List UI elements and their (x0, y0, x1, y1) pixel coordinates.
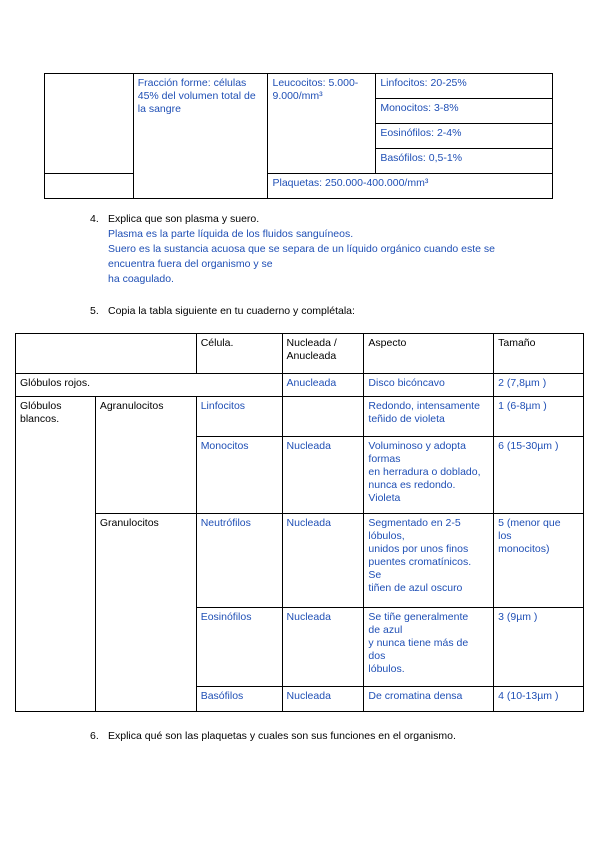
header-nucleated: Nucleada / Anucleada (282, 334, 364, 374)
question-5-number: 5. (90, 305, 99, 317)
table-row-aspect: Voluminoso y adopta formas en herradura o doblado, nunca es redondo. Violeta (364, 437, 494, 514)
table-row-nucleated (282, 397, 364, 437)
header-size: Tamaño (494, 334, 584, 374)
question-4 (90, 212, 570, 292)
answer-line: Suero es la sustancia acuosa que se separa de un líquido orgánico cuando este se (108, 243, 496, 255)
red-aspect: Disco bicóncavo (364, 374, 494, 397)
answer-line: Plasma es la parte líquida de los fluidos sanguíneos. (108, 228, 354, 240)
red-cells-label: Glóbulos rojos. (16, 374, 283, 397)
red-nucleated: Anucleada (282, 374, 364, 397)
table-row-aspect: Se tiñe generalmente de azul y nunca tiene más de dos lóbulos. (364, 608, 494, 687)
header-aspect: Aspecto (364, 334, 494, 374)
basophils-cell: Basófilos: 0,5-1% (376, 149, 553, 174)
table-row-nucleated: Nucleada (282, 514, 364, 608)
answer-line: encuentra fuera del organismo y se (108, 258, 273, 270)
agranulocytes-label: Agranulocitos (95, 397, 196, 514)
question-4-text: Explica que son plasma y suero. (108, 213, 260, 225)
empty-cell-bottom (45, 174, 134, 199)
question-6 (90, 729, 570, 745)
table-row-aspect: Redondo, intensamente teñido de violeta (364, 397, 494, 437)
table-row-cell: Basófilos (196, 687, 282, 712)
table-row-cell: Linfocitos (196, 397, 282, 437)
header-empty (16, 334, 197, 374)
question-4-number: 4. (90, 213, 99, 225)
fraction-cell: Fracción forme: células 45% del volumen total de la sangre (133, 74, 268, 199)
table-row-size: 4 (10-13µm ) (494, 687, 584, 712)
question-5 (90, 304, 570, 320)
monocytes-cell: Monocitos: 3-8% (376, 99, 553, 124)
question-5-text: Copia la tabla siguiente en tu cuaderno y complétala: (108, 305, 355, 317)
table-row-nucleated: Nucleada (282, 437, 364, 514)
eosinophils-cell: Eosinófilos: 2-4% (376, 124, 553, 149)
table-row-nucleated: Nucleada (282, 608, 364, 687)
table-row-cell: Neutrófilos (196, 514, 282, 608)
question-6-text: Explica qué son las plaquetas y cuales son sus funciones en el organismo. (108, 730, 456, 742)
table-row-size: 5 (menor que los monocitos) (494, 514, 584, 608)
leukocytes-cell: Leucocitos: 5.000-9.000/mm³ (268, 74, 376, 174)
table-row-size: 3 (9µm ) (494, 608, 584, 687)
table-row-aspect: De cromatina densa (364, 687, 494, 712)
table-row-cell: Monocitos (196, 437, 282, 514)
table-row-nucleated: Nucleada (282, 687, 364, 712)
answer-line: ha coagulado. (108, 273, 174, 285)
platelets-cell: Plaquetas: 250.000-400.000/mm³ (268, 174, 553, 199)
table-row-size: 1 (6-8µm ) (494, 397, 584, 437)
question-6-number: 6. (90, 730, 99, 742)
table-row-size: 6 (15-30µm ) (494, 437, 584, 514)
blood-cells-table (15, 333, 584, 712)
header-cell: Célula. (196, 334, 282, 374)
red-size: 2 (7,8µm ) (494, 374, 584, 397)
table-row-aspect: Segmentado en 2-5 lóbulos, unidos por unos finos puentes cromatínicos. Se tiñen de azul oscuro (364, 514, 494, 608)
lymphocytes-cell: Linfocitos: 20-25% (376, 74, 553, 99)
table-row-cell: Eosinófilos (196, 608, 282, 687)
granulocytes-label: Granulocitos (95, 514, 196, 712)
empty-cell (45, 74, 134, 174)
blood-composition-table (44, 73, 553, 199)
white-cells-label: Glóbulos blancos. (16, 397, 96, 712)
